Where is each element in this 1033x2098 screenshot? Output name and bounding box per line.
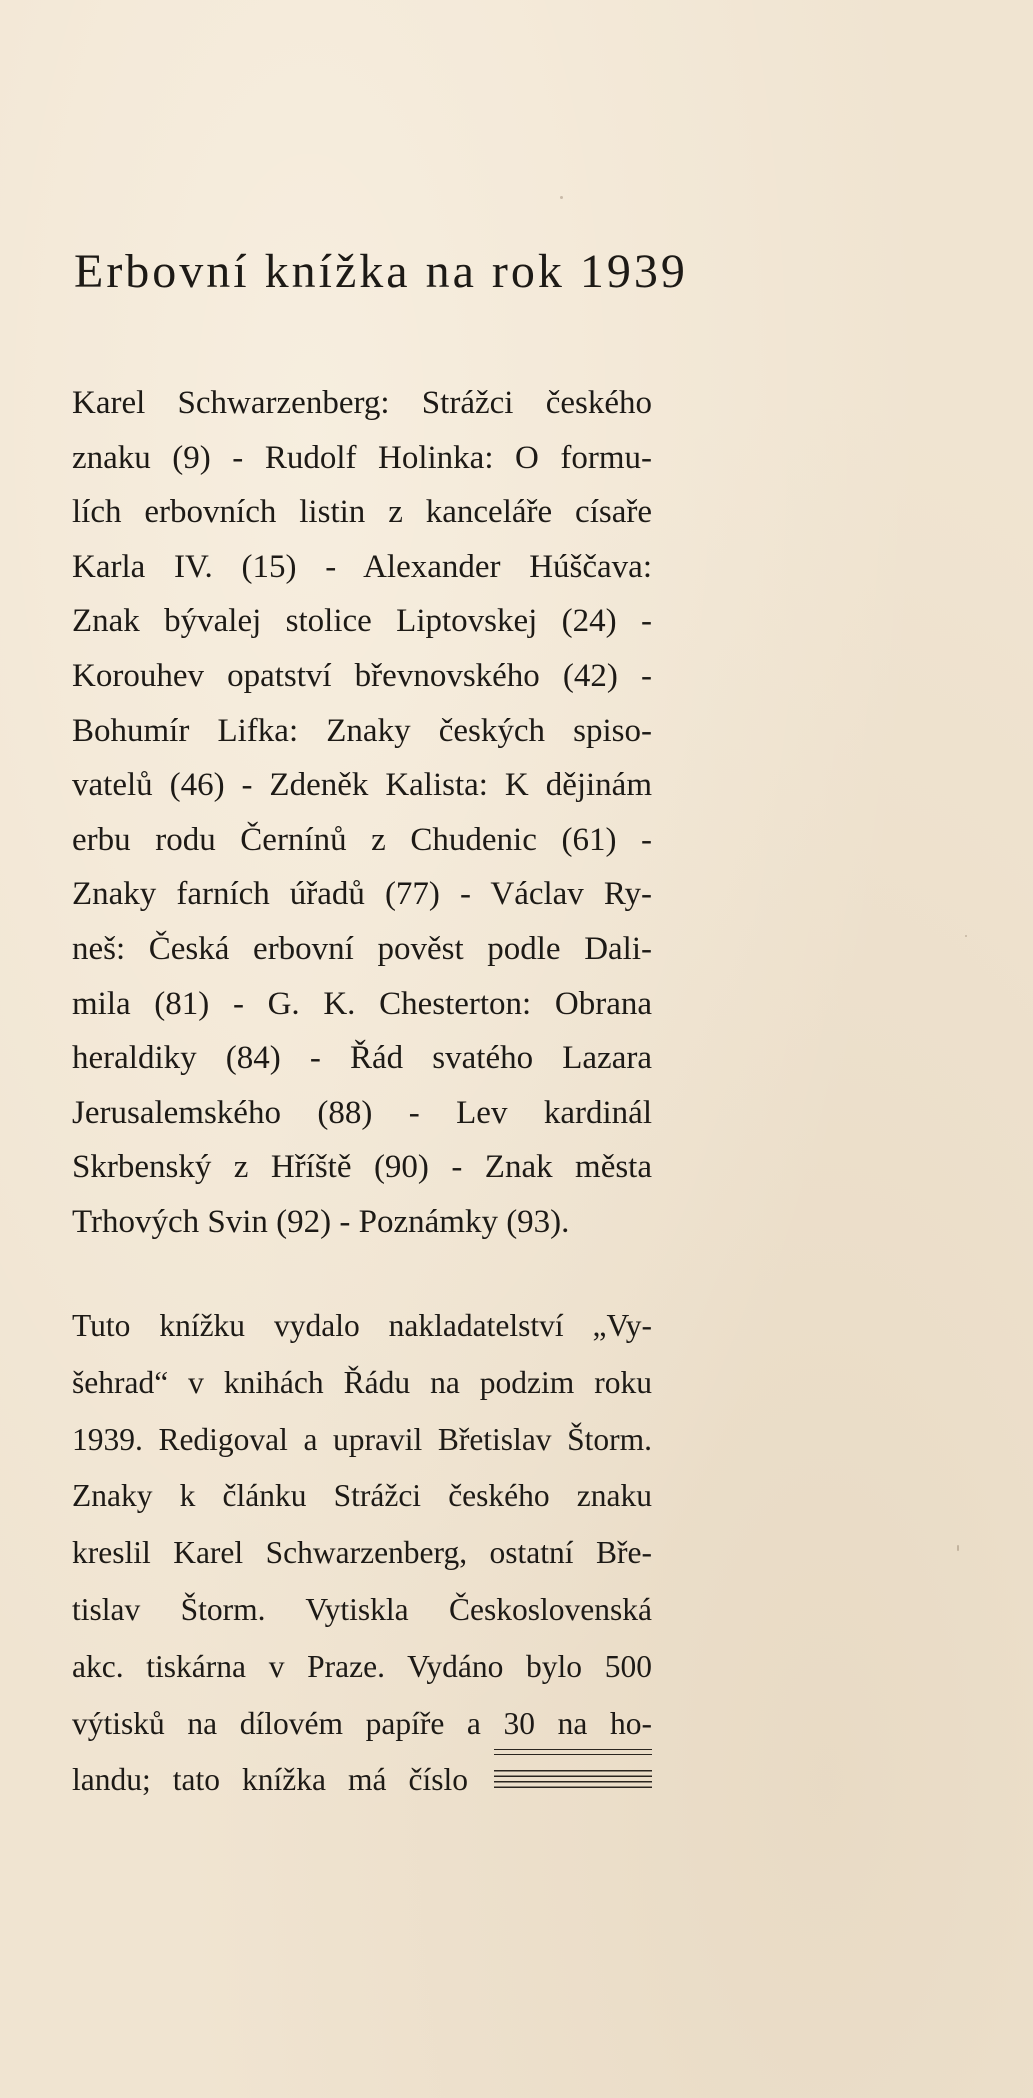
contents-line: heraldiky (84) - Řád svatého Lazara bbox=[72, 1040, 652, 1077]
colophon-line: výtisků na dílovém papíře a 30 na ho- bbox=[72, 1705, 652, 1741]
colophon-line: landu; tato knížka má číslo bbox=[72, 1762, 468, 1798]
copy-number-blank bbox=[494, 1770, 652, 1792]
paper-speck bbox=[560, 196, 563, 199]
colophon-line: 1939. Redigoval a upravil Břetislav Štorm. bbox=[72, 1421, 652, 1457]
contents-line: Skrbenský z Hříště (90) - Znak města bbox=[72, 1149, 652, 1186]
contents-line: Karel Schwarzenberg: Strážci českého bbox=[72, 385, 652, 421]
contents-line: Znak bývalej stolice Liptovskej (24) - bbox=[72, 603, 652, 640]
contents-line: Korouhev opatství břevnovského (42) - bbox=[72, 657, 652, 694]
colophon-line: kreslil Karel Schwarzenberg, ostatní Bře- bbox=[72, 1535, 652, 1571]
contents-line: lích erbovních listin z kanceláře císaře bbox=[72, 494, 652, 531]
colophon-line: Znaky k článku Strážci českého znaku bbox=[72, 1478, 652, 1514]
table-of-contents bbox=[72, 376, 652, 1250]
paper-speck bbox=[957, 1545, 959, 1551]
contents-line: Znaky farních úřadů (77) - Václav Ry- bbox=[72, 876, 652, 913]
contents-line: mila (81) - G. K. Chesterton: Obrana bbox=[72, 985, 652, 1022]
paper-speck bbox=[965, 935, 967, 937]
contents-line: erbu rodu Černínů z Chudenic (61) - bbox=[72, 821, 652, 858]
contents-line: Karla IV. (15) - Alexander Húščava: bbox=[72, 548, 652, 585]
page-title: Erbovní knížka na rok 1939 bbox=[74, 245, 688, 298]
colophon-line: tislav Štorm. Vytiskla Československá bbox=[72, 1591, 652, 1627]
colophon-line: akc. tiskárna v Praze. Vydáno bylo 500 bbox=[72, 1648, 652, 1684]
colophon bbox=[72, 1298, 652, 1809]
contents-line: Trhových Svin (92) - Poznámky (93). bbox=[72, 1203, 570, 1240]
contents-line: znaku (9) - Rudolf Holinka: O formu- bbox=[72, 439, 652, 476]
contents-line: neš: Česká erbovní pověst podle Dali- bbox=[72, 930, 652, 967]
copy-number-rule bbox=[494, 1749, 652, 1755]
contents-line: Bohumír Lifka: Znaky českých spiso- bbox=[72, 712, 652, 749]
contents-line: vatelů (46) - Zdeněk Kalista: K dějinám bbox=[72, 767, 652, 804]
contents-line: Jerusalemského (88) - Lev kardinál bbox=[72, 1094, 652, 1131]
colophon-line: šehrad“ v knihách Řádu na podzim roku bbox=[72, 1364, 652, 1400]
colophon-line: Tuto knížku vydalo nakladatelství „Vy- bbox=[72, 1308, 652, 1343]
